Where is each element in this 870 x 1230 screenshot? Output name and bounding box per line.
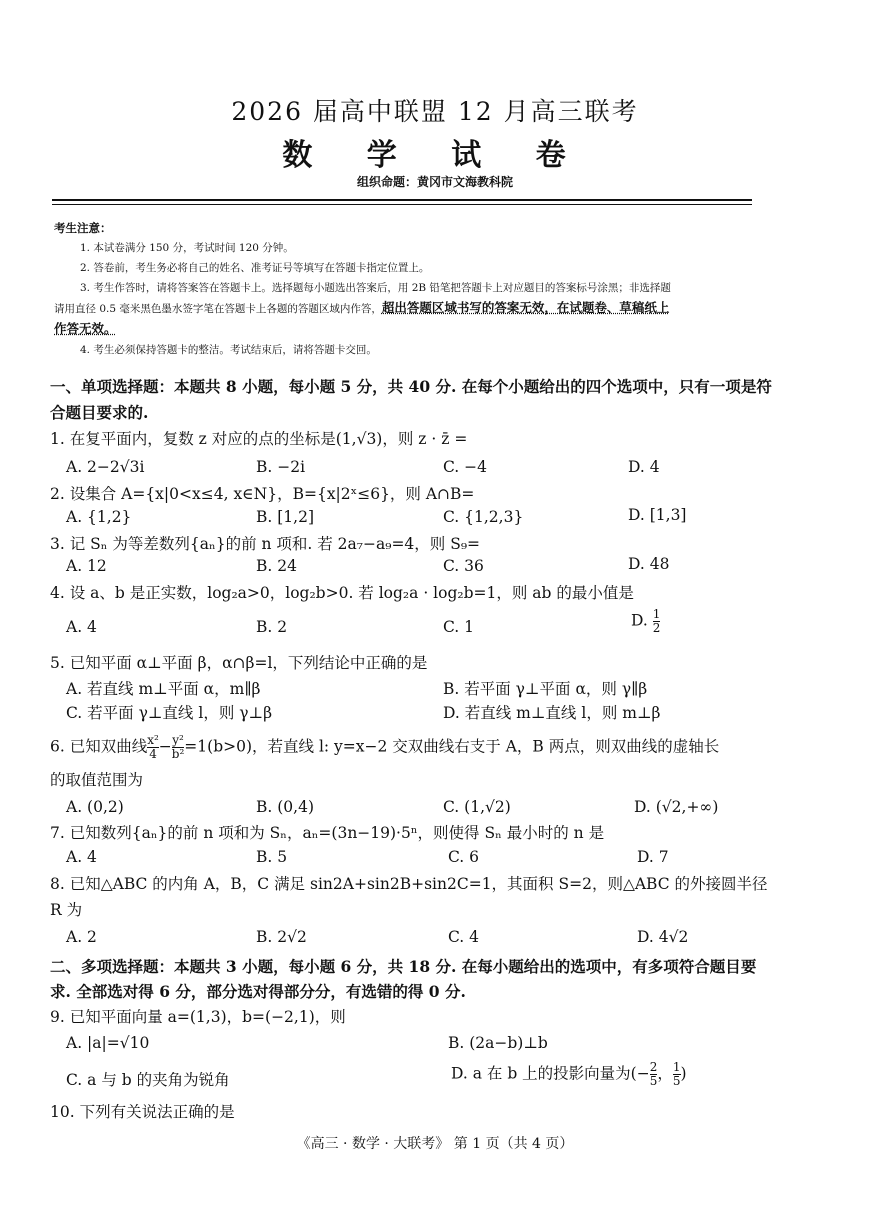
question-4-option-b: B. 2: [256, 618, 288, 636]
question-6-stem: [50, 734, 790, 761]
notice-line: [54, 298, 766, 319]
question-1-stem: 1. 在复平面内，复数 z 对应的点的坐标是(1,√3)，则 z · z̄ =: [50, 430, 468, 448]
denominator: 5: [672, 1074, 681, 1088]
question-8-option-b: B. 2√2: [256, 928, 307, 946]
question-6-option-b: B. (0,4): [256, 798, 314, 816]
question-2-option-c: C. {1,2,3}: [443, 508, 524, 526]
numerator: 1: [652, 607, 661, 621]
fraction: [673, 1061, 681, 1088]
question-3-option-a: A. 12: [66, 557, 107, 575]
question-1-option-d: D. 4: [628, 458, 660, 476]
question-4-stem: 4. 设 a、b 是正实数，log₂a>0，log₂b>0. 若 log₂a · log₂b=1，则 ab 的最小值是: [50, 584, 634, 602]
option-text: D. a 在 b 上的投影向量为(−: [451, 1064, 650, 1083]
question-3-option-b: B. 24: [256, 557, 297, 575]
notice-line: [54, 319, 766, 340]
numerator: y²: [172, 733, 184, 747]
question-5-option-a: A. 若直线 m⊥平面 α，m∥β: [66, 680, 261, 698]
question-1-option-a: A. 2−2√3i: [66, 458, 145, 476]
question-8-option-c: C. 4: [448, 928, 480, 946]
section-heading: 一、单项选择题：本题共 8 小题，每小题 5 分，共 40 分. 在每个小题给出的四个选项中，只有一项是符: [50, 377, 772, 396]
notice-line: 4. 考生必须保持答题卡的整洁。考试结束后，请将答题卡交回。: [80, 344, 377, 356]
option-label: D.: [631, 611, 648, 630]
question-5-stem: 5. 已知平面 α⊥平面 β，α∩β=l，下列结论中正确的是: [50, 654, 428, 672]
notice-text: 请用直径 0.5 毫米黑色墨水签字笔在答题卡上各题的答题区域内作答，: [54, 303, 382, 315]
exam-title: 2026 届高中联盟 12 月高三联考: [231, 97, 639, 126]
section-heading: 合题目要求的.: [50, 403, 149, 422]
question-9-option-d: [451, 1061, 687, 1088]
question-2-option-a: A. {1,2}: [66, 508, 132, 526]
question-5-option-c: C. 若平面 γ⊥直线 l，则 γ⊥β: [66, 704, 273, 722]
organizer-line: 组织命题：黄冈市文海教科院: [356, 175, 513, 189]
question-9-option-a: A. |a|=√10: [66, 1034, 150, 1052]
question-7-stem: 7. 已知数列{aₙ}的前 n 项和为 Sₙ，aₙ=(3n−19)·5ⁿ，则使得 Sₙ 最小时的 n 是: [50, 824, 605, 842]
question-7-option-c: C. 6: [448, 848, 480, 866]
stem-text: 6. 已知双曲线: [50, 737, 148, 756]
question-7-option-d: D. 7: [637, 848, 669, 866]
question-2-option-b: B. [1,2]: [256, 508, 314, 526]
fraction: [147, 734, 159, 761]
exam-notice: [54, 218, 766, 360]
question-4-option-d: [631, 608, 660, 635]
question-6-option-a: A. (0,2): [66, 798, 124, 816]
question-8-stem-cont: R 为: [50, 901, 83, 919]
question-10-stem: 10. 下列有关说法正确的是: [50, 1103, 235, 1121]
question-1-option-c: C. −4: [443, 458, 488, 476]
question-8-option-a: A. 2: [66, 928, 97, 946]
question-8-option-d: D. 4√2: [637, 928, 689, 946]
question-2-stem: 2. 设集合 A={x|0<x≤4, x∈N}，B={x|2ˣ≤6}，则 A∩B=: [50, 485, 475, 503]
question-1-option-b: B. −2i: [256, 458, 306, 476]
question-9-option-b: B. (2a−b)⊥b: [448, 1034, 548, 1052]
option-text: ，: [657, 1064, 673, 1083]
option-text: ): [680, 1064, 687, 1083]
numerator: 2: [649, 1060, 658, 1074]
notice-line: 1. 本试卷满分 150 分，考试时间 120 分钟。: [80, 242, 294, 254]
question-5-option-d: D. 若直线 m⊥直线 l，则 m⊥β: [443, 704, 661, 722]
question-6-stem-cont: 的取值范围为: [50, 771, 144, 789]
question-7-option-a: A. 4: [66, 848, 97, 866]
numerator: x²: [147, 733, 159, 747]
section-heading: 求. 全部选对得 6 分，部分选对得部分分，有选错的得 0 分.: [50, 982, 466, 1001]
fraction: [653, 608, 661, 635]
question-2-option-d: D. [1,3]: [628, 506, 687, 524]
divider: [52, 199, 752, 201]
notice-line: 2. 答卷前，考生务必将自己的姓名、准考证号等填写在答题卡指定位置上。: [80, 262, 430, 274]
question-3-stem: 3. 记 Sₙ 为等差数列{aₙ}的前 n 项和. 若 2a₇−a₉=4，则 S₉=: [50, 535, 481, 553]
notice-line: 3. 考生作答时，请将答案答在答题卡上。选择题每小题选出答案后，用 2B 铅笔把答题卡上对应题目的答案标号涂黑；非选择题: [80, 282, 671, 294]
notice-heading: 考生注意：: [54, 221, 112, 235]
question-4-option-c: C. 1: [443, 618, 475, 636]
operator: −: [158, 737, 172, 756]
denominator: 5: [649, 1074, 658, 1088]
subject-title: 数 学 试 卷: [282, 138, 588, 173]
numerator: 1: [672, 1060, 681, 1074]
question-6-option-c: C. (1,√2): [443, 798, 511, 816]
divider: [52, 204, 752, 205]
fraction: [172, 734, 185, 761]
question-6-option-d: D. (√2,+∞): [634, 798, 719, 816]
notice-emphasis: 作答无效。: [54, 321, 117, 336]
denominator: 4: [149, 747, 157, 761]
denominator: 2: [652, 621, 661, 635]
question-9-stem: 9. 已知平面向量 a=(1,3)，b=(−2,1)，则: [50, 1008, 346, 1026]
question-3-option-d: D. 48: [628, 555, 670, 573]
page-footer: 《高三 · 数学 · 大联考》 第 1 页（共 4 页）: [296, 1136, 574, 1152]
question-8-stem: 8. 已知△ABC 的内角 A，B，C 满足 sin2A+sin2B+sin2C=1，其面积 S=2，则△ABC 的外接圆半径: [50, 875, 768, 893]
question-7-option-b: B. 5: [256, 848, 288, 866]
notice-emphasis: 超出答题区域书写的答案无效，在试题卷、草稿纸上: [381, 300, 670, 315]
question-3-option-c: C. 36: [443, 557, 484, 575]
question-4-option-a: A. 4: [66, 618, 97, 636]
stem-text: =1(b>0)，若直线 l: y=x−2 交双曲线右支于 A，B 两点，则双曲线的虚轴长: [184, 737, 720, 756]
question-5-option-b: B. 若平面 γ⊥平面 α，则 γ∥β: [443, 680, 648, 698]
section-heading: 二、多项选择题：本题共 3 小题，每小题 6 分，共 18 分. 在每小题给出的选项中，有多项符合题目要: [50, 957, 757, 976]
question-9-option-c: C. a 与 b 的夹角为锐角: [66, 1071, 230, 1089]
denominator: b²: [171, 747, 185, 761]
